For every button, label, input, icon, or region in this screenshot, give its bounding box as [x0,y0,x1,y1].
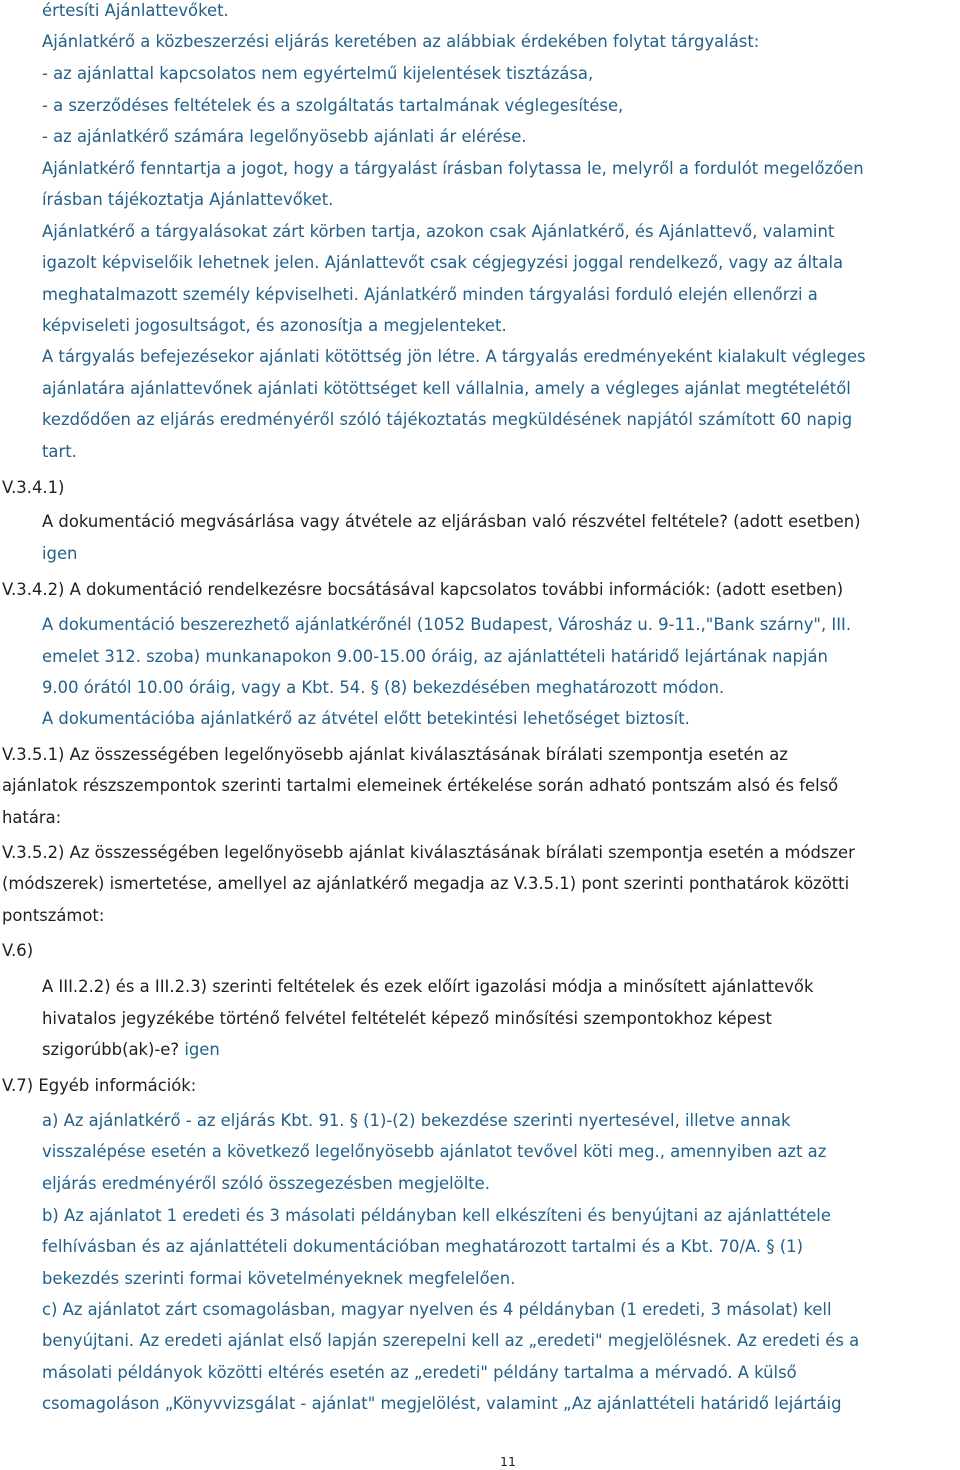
text-line: - az ajánlatkérő számára legelőnyösebb ajánlati ár elérése. [42,127,527,146]
page-number: 11 [500,1454,516,1469]
text-line: bekezdés szerinti formai követelményeknek megfelelően. [42,1269,516,1288]
text-line [42,1040,220,1060]
answer-text: igen [184,1040,220,1059]
text-line: visszalépése esetén a következő legelőnyösebb ajánlatot tevővel köti meg., amennyiben azt az [42,1142,827,1161]
text-line: hivatalos jegyzékébe történő felvétel feltételét képező minősítési szempontokhoz képest [42,1009,772,1028]
text-line: Ajánlatkérő a közbeszerzési eljárás keretében az alábbiak érdekében folytat tárgyalást: [42,32,760,51]
section-heading-v-7: V.7) Egyéb információk: [2,1076,197,1095]
text-line: c) Az ajánlatot zárt csomagolásban, magyar nyelven és 4 példányban (1 eredeti, 3 másolat) kell [42,1300,832,1319]
text-line: A tárgyalás befejezésekor ajánlati kötöttség jön létre. A tárgyalás eredményeként kialakult végleges [42,347,866,366]
text-line: b) Az ajánlatot 1 eredeti és 3 másolati példányban kell elkészíteni és benyújtani az ajánlattétele [42,1206,831,1225]
text-line: - a szerződéses feltételek és a szolgáltatás tartalmának véglegesítése, [42,96,624,115]
section-heading-v-3-4-2: V.3.4.2) A dokumentáció rendelkezésre bocsátásával kapcsolatos további információk: (adott esetben) [2,580,844,599]
section-number-v-3-4-1: V.3.4.1) [2,478,65,497]
section-heading-v-3-5-1: V.3.5.1) Az összességében legelőnyösebb ajánlat kiválasztásának bírálati szempontja esetén az [2,745,788,764]
text-line: meghatalmazott személy képviselheti. Ajánlatkérő minden tárgyalási forduló elején ellenőrzi a [42,285,818,304]
text-line: értesíti Ajánlattevőket. [42,1,229,20]
text-line: csomagoláson „Könyvvizsgálat - ajánlat" megjelölést, valamint „Az ajánlattételi határidő lejártáig [42,1394,842,1413]
text-line: írásban tájékoztatja Ajánlattevőket. [42,190,334,209]
text-line: a) Az ajánlatkérő - az eljárás Kbt. 91. § (1)-(2) bekezdése szerinti nyertesével, illetve annak [42,1111,791,1130]
question-text: A dokumentáció megvásárlása vagy átvétele az eljárásban való részvétel feltétele? (adott esetben) [42,512,861,531]
text-line: - az ajánlattal kapcsolatos nem egyértelmű kijelentések tisztázása, [42,64,594,83]
text-line: pontszámot: [2,906,105,925]
section-heading-v-3-5-2: V.3.5.2) Az összességében legelőnyösebb ajánlat kiválasztásának bírálati szempontja esetén a módszer [2,843,855,862]
text-line: felhívásban és az ajánlattételi dokumentációban meghatározott tartalmi és a Kbt. 70/A. § (1) [42,1237,803,1256]
text-line: A dokumentáció beszerezhető ajánlatkérőnél (1052 Budapest, Városház u. 9-11.,"Bank szárny", III. [42,615,852,634]
text-line: igazolt képviselőik lehetnek jelen. Ajánlattevőt csak cégjegyzési joggal rendelkező, vagy az általa [42,253,844,272]
text-line: (módszerek) ismertetése, amellyel az ajánlatkérő megadja az V.3.5.1) pont szerinti ponthatárok közötti [2,874,850,893]
text-line: Ajánlatkérő fenntartja a jogot, hogy a tárgyalást írásban folytassa le, melyről a fordulót megelőzően [42,159,864,178]
answer-text: igen [42,544,78,563]
text-line: ajánlatok részszempontok szerinti tartalmi elemeinek értékelése során adható pontszám alsó és felső [2,776,839,795]
text-line: eljárás eredményéről szóló összegezésben megjelölte. [42,1174,490,1193]
text-line: kezdődően az eljárás eredményéről szóló tájékoztatás megküldésének napjától számított 60 napig [42,410,853,429]
text-line: 9.00 órától 10.00 óráig, vagy a Kbt. 54. § (8) bekezdésében meghatározott módon. [42,678,725,697]
text-line: másolati példányok közötti eltérés esetén az „eredeti" példány tartalma a mérvadó. A külső [42,1363,797,1382]
text-line: ajánlatára ajánlattevőnek ajánlati kötöttséget kell vállalnia, amely a végleges ajánlat megtételétől [42,379,851,398]
question-text: szigorúbb(ak)-e? [42,1040,180,1059]
text-line: A dokumentációba ajánlatkérő az átvétel előtt betekintési lehetőséget biztosít. [42,709,690,728]
text-line: emelet 312. szoba) munkanapokon 9.00-15.00 óráig, az ajánlattételi határidő lejártának napján [42,647,828,666]
text-line: tart. [42,442,77,461]
text-line: Ajánlatkérő a tárgyalásokat zárt körben tartja, azokon csak Ajánlatkérő, és Ajánlattevő, valamint [42,222,835,241]
text-line: határa: [2,808,62,827]
text-line: A III.2.2) és a III.2.3) szerinti feltételek és ezek előírt igazolási módja a minősített ajánlattevők [42,977,814,996]
text-line: benyújtani. Az eredeti ajánlat első lapján szerepelni kell az „eredeti" megjelölésnek. Az eredeti és a [42,1331,860,1350]
section-number-v-6: V.6) [2,941,34,960]
text-line: képviseleti jogosultságot, és azonosítja a megjelenteket. [42,316,507,335]
